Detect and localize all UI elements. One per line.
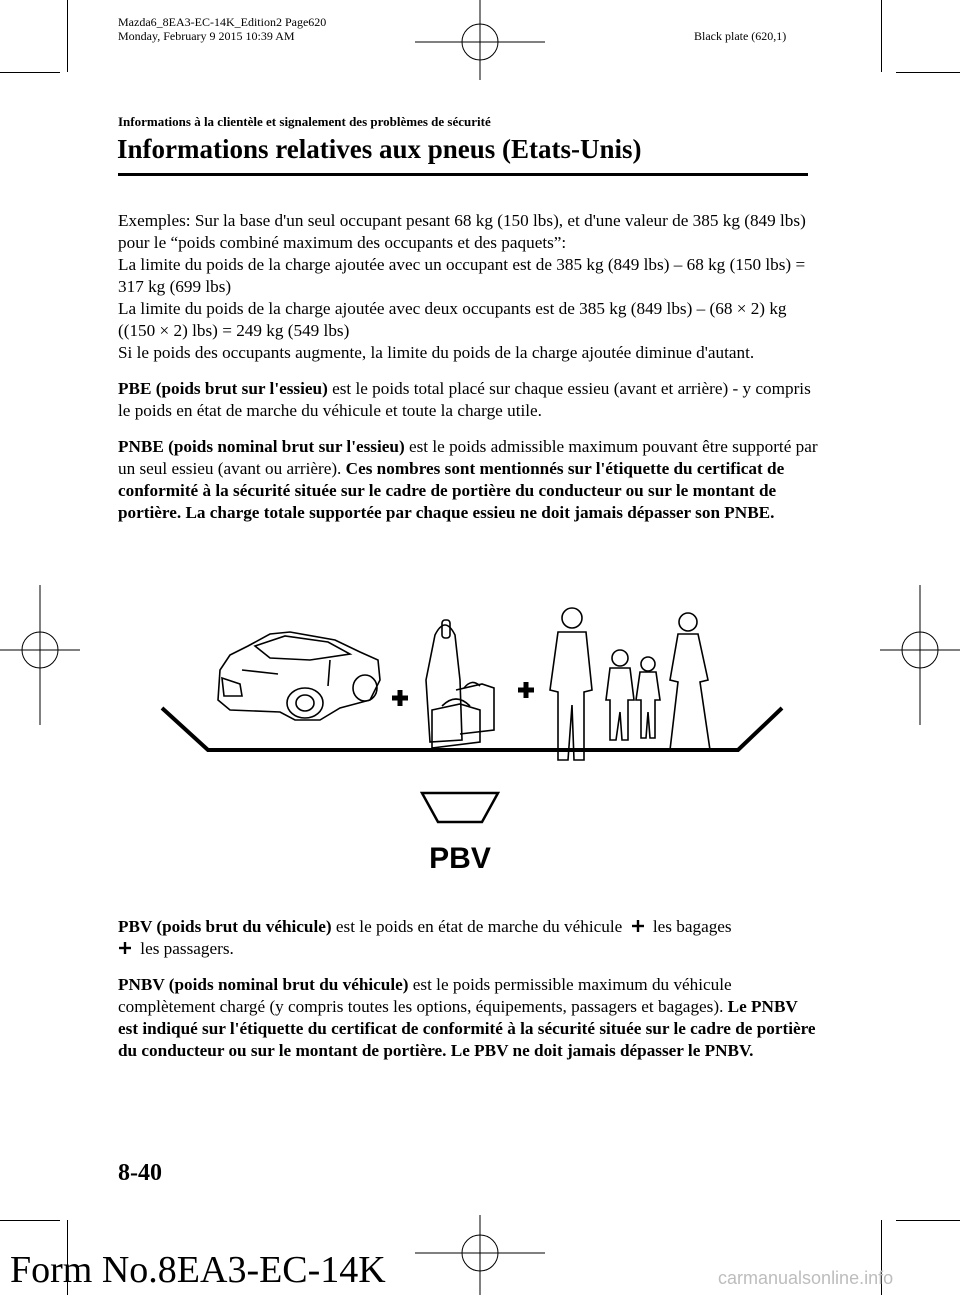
registration-mark-icon (415, 0, 545, 80)
crop-mark (0, 1220, 60, 1221)
car-icon (218, 632, 380, 720)
pnbe-note: Ces nombres sont mentionnés sur l'étiquette du certificat de conformité à la sécurité située sur le cadre de portière du conducteur ou sur le montant de portière. La charge totale supportée par chaque essieu ne doit jamais dépasser son PNBE. (118, 459, 785, 522)
title-rule (118, 173, 808, 176)
example-line: La limite du poids de la charge ajoutée avec deux occupants est de 385 kg (849 lbs) – (68 × 2) kg ((150 × 2) lbs) = 249 kg (549 lbs) (118, 299, 787, 340)
registration-mark-icon (415, 1215, 545, 1295)
pnbv-term: PNBV (poids nominal brut du véhicule) (118, 975, 409, 994)
page-number: 8-40 (118, 1160, 162, 1186)
print-header-plate: Black plate (620,1) (694, 29, 787, 43)
pbv-paragraph (118, 916, 818, 960)
pbe-paragraph (118, 378, 818, 422)
crop-mark (0, 72, 60, 73)
site-watermark[interactable]: carmanualsonline.info (718, 1268, 894, 1288)
example-line: La limite du poids de la charge ajoutée avec un occupant est de 385 kg (849 lbs) – 68 kg (150 lbs) = 317 kg (699 lbs) (118, 255, 806, 296)
form-number: Form No.8EA3-EC-14K (10, 1249, 386, 1291)
example-line: Exemples: Sur la base d'un seul occupant pesant 68 kg (150 lbs), et d'une valeur de 385 kg (849 lbs) pour le “poids combiné maximum des occupants et des paquets”: (118, 211, 806, 252)
crop-mark (896, 72, 960, 73)
registration-mark-icon (880, 585, 960, 725)
section-label: Informations à la clientèle et signalement des problèmes de sécurité (118, 114, 491, 129)
plus-icon (392, 690, 408, 706)
page-title: Informations relatives aux pneus (Etats-Unis) (117, 134, 642, 164)
plus-icon (518, 682, 534, 698)
pnbe-definition: est le poids admissible maximum pouvant être supporté par un seul essieu (avant ou arrière). (118, 437, 818, 478)
pbe-term: PBE (poids brut sur l'essieu) (118, 379, 328, 398)
pbv-illustration (160, 600, 790, 890)
crop-mark (881, 0, 882, 72)
crop-mark (67, 0, 68, 72)
print-header-file: Mazda6_8EA3-EC-14K_Edition2 Page620 (118, 15, 327, 29)
body-lower (118, 916, 818, 1074)
body-upper (118, 210, 818, 536)
down-arrow-icon (422, 793, 498, 822)
luggage-icon (426, 620, 494, 748)
example-paragraph (118, 210, 818, 364)
pbv-label: PBV (429, 842, 491, 875)
example-line: Si le poids des occupants augmente, la limite du poids de la charge ajoutée diminue d'autant. (118, 343, 755, 362)
pnbv-paragraph (118, 974, 818, 1062)
pnbv-definition: est le poids permissible maximum du véhicule complètement chargé (y compris toutes les options, équipements, passagers et bagages). (118, 975, 732, 1016)
registration-mark-icon (0, 585, 80, 725)
pbv-passengers: les passagers. (136, 939, 234, 958)
pbv-definition: est le poids en état de marche du véhicule (331, 917, 627, 936)
plus-icon (118, 941, 132, 955)
pbv-term: PBV (poids brut du véhicule) (118, 917, 332, 936)
plus-icon (631, 919, 645, 933)
pnbv-note: Le PNBV est indiqué sur l'étiquette du certificat de conformité à la sécurité située sur le cadre de portière du conducteur ou sur le montant de portière. Le PBV ne doit jamais dépasser le PNBV. (118, 997, 816, 1060)
print-header-date: Monday, February 9 2015 10:39 AM (118, 29, 295, 43)
pbv-luggage: les bagages (648, 917, 732, 936)
pbe-definition: est le poids total placé sur chaque essieu (avant et arrière) - y compris le poids en état de marche du véhicule et toute la charge utile. (118, 379, 811, 420)
passengers-icon (550, 608, 710, 760)
crop-mark (896, 1220, 960, 1221)
pnbe-paragraph (118, 436, 818, 524)
pnbe-term: PNBE (poids nominal brut sur l'essieu) (118, 437, 405, 456)
